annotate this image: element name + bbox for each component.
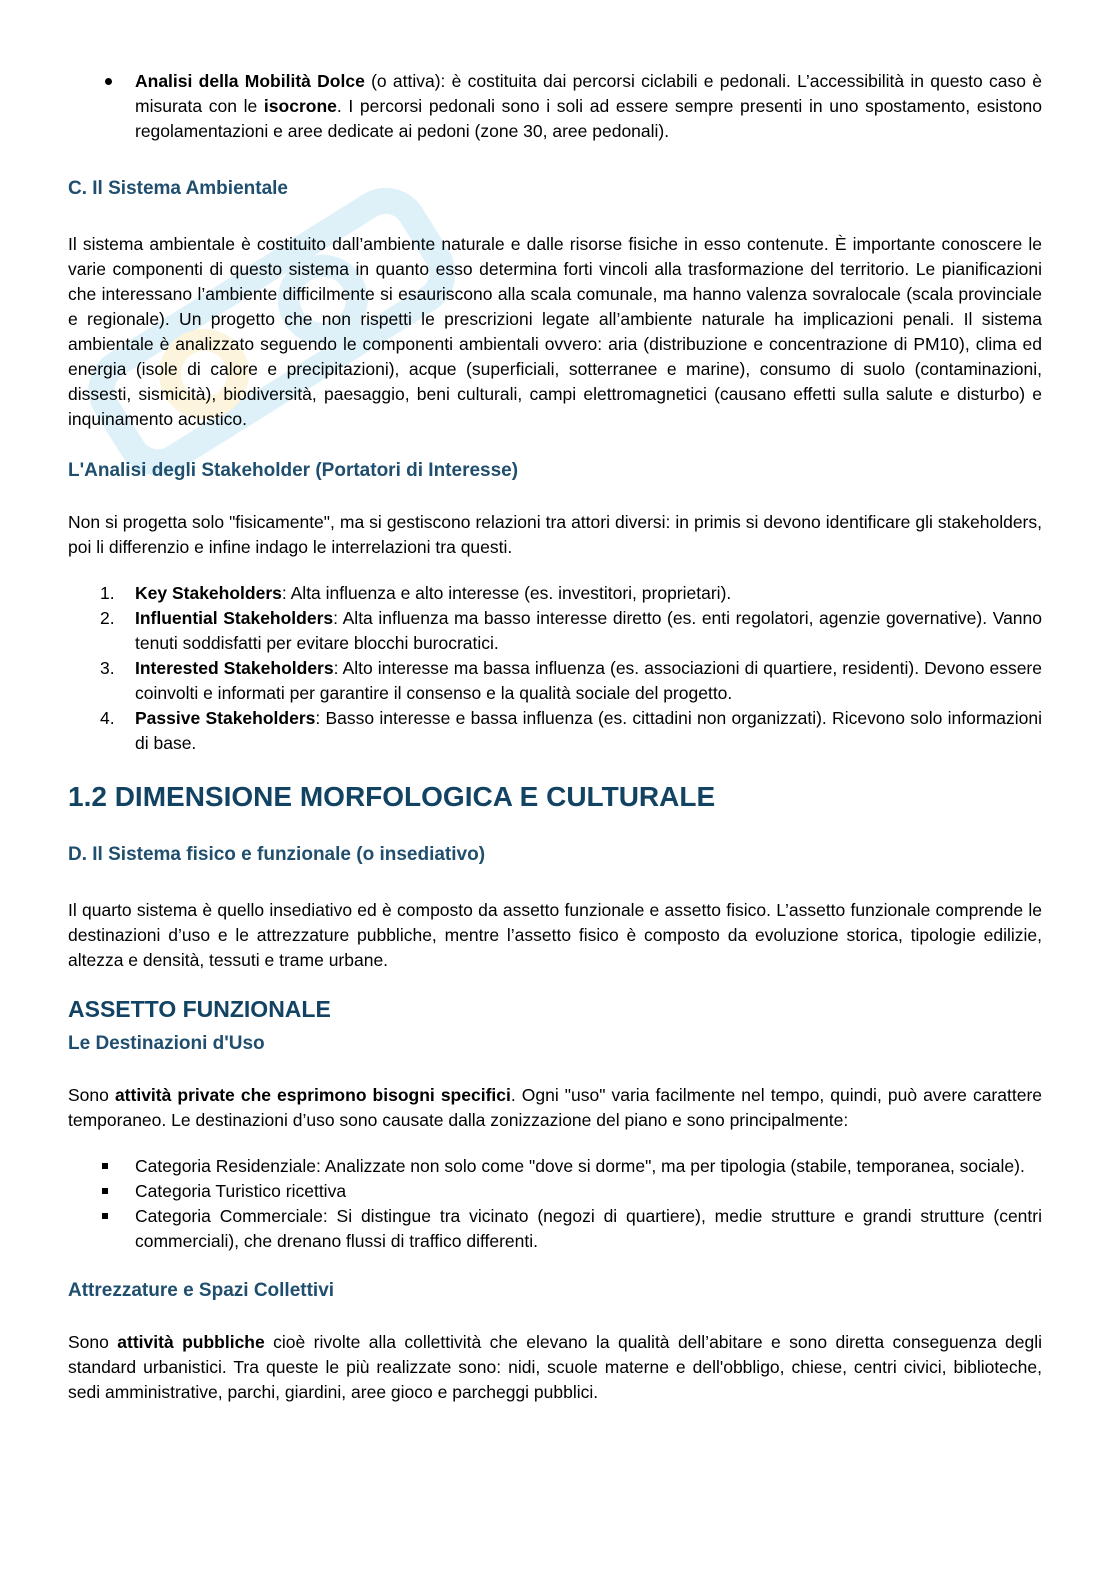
mobilita-list (68, 69, 1042, 144)
chapter-heading: 1.2 DIMENSIONE MORFOLOGICA E CULTURALE (68, 781, 716, 812)
list-item (68, 1179, 1042, 1204)
list-item (68, 1204, 1042, 1254)
list-item (68, 581, 1042, 606)
bullet-square-icon (102, 1163, 108, 1169)
attrezzature-pre: Sono (68, 1332, 118, 1352)
mobilita-bold-isocrone: isocrone (263, 96, 337, 116)
page-content (68, 66, 1042, 1405)
destinazioni-item: Categoria Residenziale: Analizzate non solo come "dove si dorme", ma per tipologia (stabile, temporanea, sociale). (135, 1156, 1025, 1176)
stakeholder-desc: : Alto interesse ma bassa influenza (es. associazioni di quartiere, residenti). Devono essere coinvolti e informati per garantire il consenso e la qualità sociale del progetto. (135, 658, 1042, 703)
stakeholder-desc: : Alta influenza ma basso interesse diretto (es. enti regolatori, agenzie governative). Vanno tenuti soddisfatti per evitare blocchi burocratici. (135, 608, 1043, 653)
stakeholder-type: Key Stakeholders (135, 583, 282, 603)
stakeholder-list (68, 581, 1042, 756)
list-item (68, 606, 1042, 656)
attrezzature-bold: attività pubbliche (117, 1332, 265, 1352)
mobilita-text-end: . I percorsi pedonali sono i soli ad essere sempre presenti in uno spostamento, esistono regolamentazioni e aree dedicate ai pedoni (zone 30, aree pedonali). (135, 96, 1042, 141)
section-heading-destinazioni: Le Destinazioni d'Uso (68, 1033, 265, 1054)
destinazioni-list (68, 1154, 1042, 1254)
list-item (68, 656, 1042, 706)
bullet-square-icon (102, 1188, 108, 1194)
destinazioni-item: Categoria Commerciale: Si distingue tra vicinato (negozi di quartiere), medie strutture e grandi strutture (centri commerciali), che drenano flussi di traffico differenti. (135, 1206, 1042, 1251)
bullet-dot-icon (105, 78, 112, 85)
mobilita-text: (o attiva): è costituita dai percorsi ciclabili e pedonali. L’accessibilità in questo caso è misurata con le (135, 71, 1042, 116)
destinazioni-paragraph (68, 1083, 1042, 1133)
list-item (68, 706, 1042, 756)
insediativo-paragraph: Il quarto sistema è quello insediativo ed è composto da assetto funzionale e assetto fisico. L’assetto funzionale comprende le destinazioni d’uso e le attrezzature pubbliche, mentre l’assetto fisico è composto da evoluzione storica, tipologie edilizie, altezza e densità, tessuti e trame urbane. (68, 900, 1042, 970)
attrezzature-post: cioè rivolte alla collettività che elevano la qualità dell’abitare e sono diretta conseguenza degli standard urbanistici. Tra queste le più realizzate sono: nidi, scuole materne e dell'obbligo, chiese, centri civici, biblioteche, sedi amministrative, parchi, giardini, aree gioco e parcheggi pubblici. (68, 1332, 1042, 1402)
stakeholder-type: Passive Stakeholders (135, 708, 316, 728)
mobilita-bold-title: Analisi della Mobilità Dolce (135, 71, 365, 91)
list-item (68, 1154, 1042, 1179)
list-item (68, 69, 1042, 144)
destinazioni-bold: attività private che esprimono bisogni specifici (114, 1085, 511, 1105)
destinazioni-item: Categoria Turistico ricettiva (135, 1181, 347, 1201)
section-heading-attrezzature: Attrezzature e Spazi Collettivi (68, 1280, 335, 1301)
stakeholder-intro: Non si progetta solo "fisicamente", ma si gestiscono relazioni tra attori diversi: in primis si devono identificare gli stakeholders, poi li differenzio e infine indago le interrelazioni tra questi. (68, 512, 1042, 557)
stakeholder-type: Influential Stakeholders (135, 608, 334, 628)
section-heading-insediativo: D. Il Sistema fisico e funzionale (o insediativo) (68, 844, 486, 865)
destinazioni-pre: Sono (68, 1085, 115, 1105)
stakeholder-type: Interested Stakeholders (135, 658, 334, 678)
stakeholder-desc: : Basso interesse e bassa influenza (es. cittadini non organizzati). Ricevono solo informazioni di base. (135, 708, 1042, 753)
section-heading-ambientale: C. Il Sistema Ambientale (68, 178, 288, 199)
stakeholder-desc: : Alta influenza e alto interesse (es. investitori, proprietari). (281, 583, 732, 603)
attrezzature-paragraph (68, 1330, 1042, 1405)
list-number: 1. (100, 583, 115, 603)
ambientale-paragraph: Il sistema ambientale è costituito dall’ambiente naturale e dalle risorse fisiche in esso contenute. È importante conoscere le varie componenti di questo sistema in quanto esso determina forti vincoli alla trasformazione del territorio. Le pianificazioni che interessano l’ambiente difficilmente si esauriscono alla scala comunale, ma hanno valenza sovralocale (scala provinciale e regionale). Un progetto che non rispetti le prescrizioni legate all’ambiente naturale ha implicazioni penali. Il sistema ambientale è analizzato seguendo le componenti ambientali ovvero: aria (distribuzione e concentrazione di PM10), clima ed energia (isole di calore e precipitazioni), acque (superficiali, sotterranee e marine), consumo di suolo (contaminazioni, dissesti, sismicità), biodiversità, paesaggio, beni culturali, campi elettromagnetici (causano effetti sulla salute e disturbo) e inquinamento acustico. (68, 234, 1042, 429)
list-number: 3. (100, 658, 115, 678)
bullet-square-icon (102, 1213, 108, 1219)
list-number: 2. (100, 608, 115, 628)
list-number: 4. (100, 708, 115, 728)
section-heading-stakeholder: L'Analisi degli Stakeholder (Portatori di Interesse) (68, 460, 519, 481)
destinazioni-post: . Ogni "uso" varia facilmente nel tempo, quindi, può avere carattere temporaneo. Le destinazioni d’uso sono causate dalla zonizzazione del piano e sono principalmente: (68, 1085, 1043, 1130)
subsection-heading-assetto: ASSETTO FUNZIONALE (68, 996, 331, 1022)
